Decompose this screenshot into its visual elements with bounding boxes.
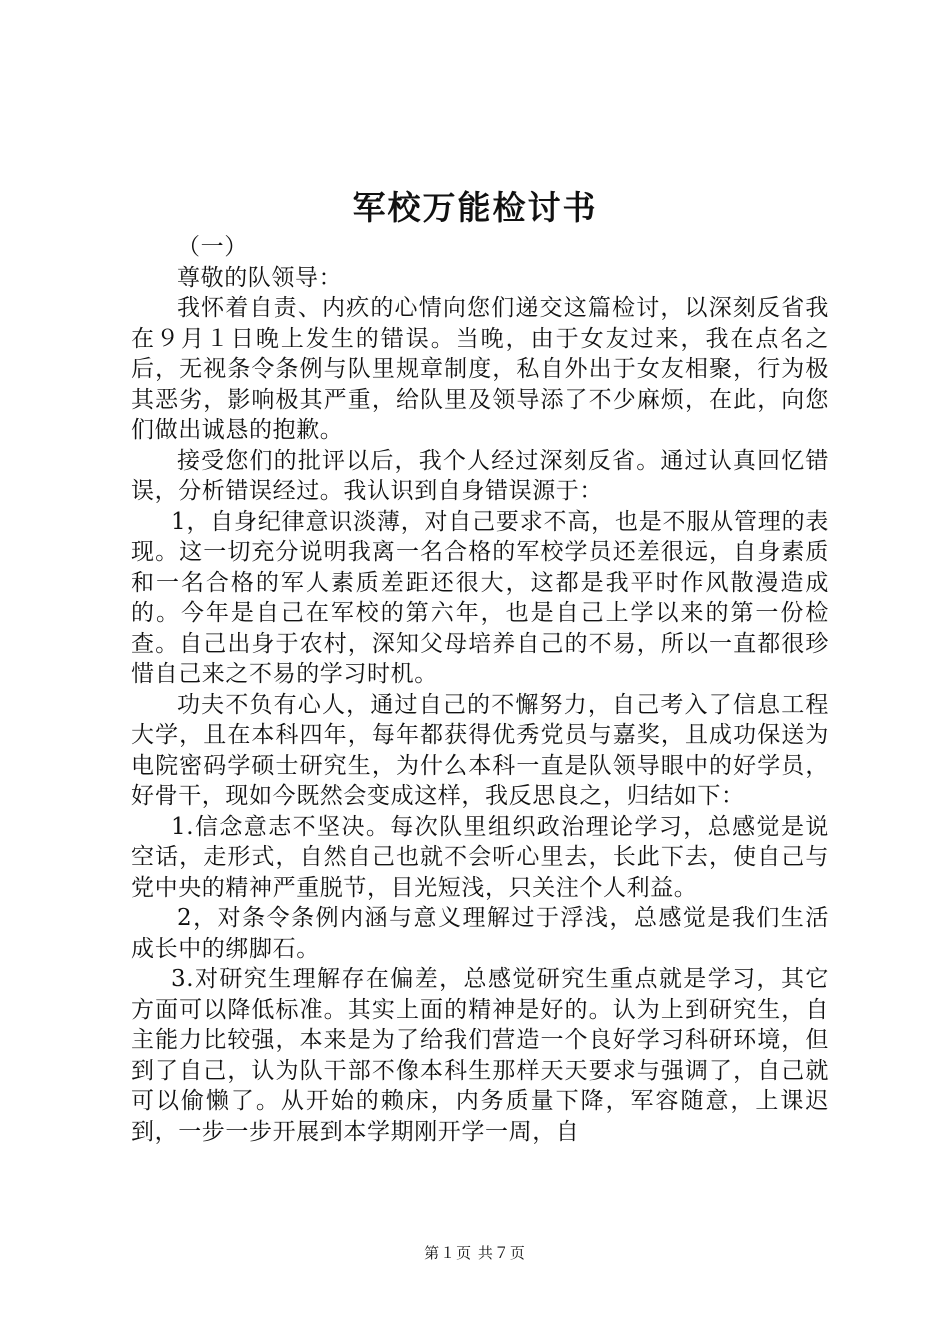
salutation: 尊敬的队领导： (177, 264, 343, 291)
page-footer: 第１页 共７页 (424, 1244, 526, 1262)
document-title: 军校万能检讨书 (352, 188, 598, 227)
paragraph-point-2: 2，对条令条例内涵与意义理解过于浮浅，总感觉是我们生活成长中的绑脚石。 (131, 905, 829, 962)
paragraph-intro: 我怀着自责、内疚的心情向您们递交这篇检讨，以深刻反省我在９月１日晚上发生的错误。当晚，由于女友过来，我在点名之后，无视条令条例与队里规章制度，私自外出于女友相聚，行为极其恶劣，影响极其严重，给队里及领导添了不少麻烦，在此，向您们做出诚恳的抱歉。 (131, 295, 829, 443)
section-number: （一） (177, 234, 248, 260)
document-body (131, 232, 829, 1147)
paragraph-background: 功夫不负有心人，通过自己的不懈努力，自己考入了信息工程大学，且在本科四年，每年都获得优秀党员与嘉奖，且成功保送为电院密码学硕士研究生，为什么本科一直是队领导眼中的好学员，好骨干，现如今既然会变成这样，我反思良之，归结如下： (131, 691, 829, 809)
paragraph-reason-1: 1，自身纪律意识淡薄，对自己要求不高，也是不服从管理的表现。这一切充分说明我离一名合格的军校学员还差很远，自身素质和一名合格的军人素质差距还很大，这都是我平时作风散漫造成的。今年是自己在军校的第六年，也是自己上学以来的第一份检查。自己出身于农村，深知父母培养自己的不易，所以一直都很珍惜自己来之不易的学习时机。 (131, 508, 829, 687)
paragraph-point-3: 3.对研究生理解存在偏差，总感觉研究生重点就是学习，其它方面可以降低标准。其实上面的精神是好的。认为上到研究生，自主能力比较强，本来是为了给我们营造一个良好学习科研环境，但到了自己，认为队干部不像本科生那样天天要求与强调了，自己就可以偷懒了。从开始的赖床，内务质量下降，军容随意，上课迟到，一步一步开展到本学期刚开学一周，自 (131, 966, 829, 1145)
paragraph-point-1: 1.信念意志不坚决。每次队里组织政治理论学习，总感觉是说空话，走形式，自然自己也就不会听心里去，长此下去，使自己与党中央的精神严重脱节，目光短浅，只关注个人利益。 (131, 813, 829, 901)
paragraph-reflection: 接受您们的批评以后，我个人经过深刻反省。通过认真回忆错误，分析错误经过。我认识到自身错误源于： (131, 447, 829, 504)
